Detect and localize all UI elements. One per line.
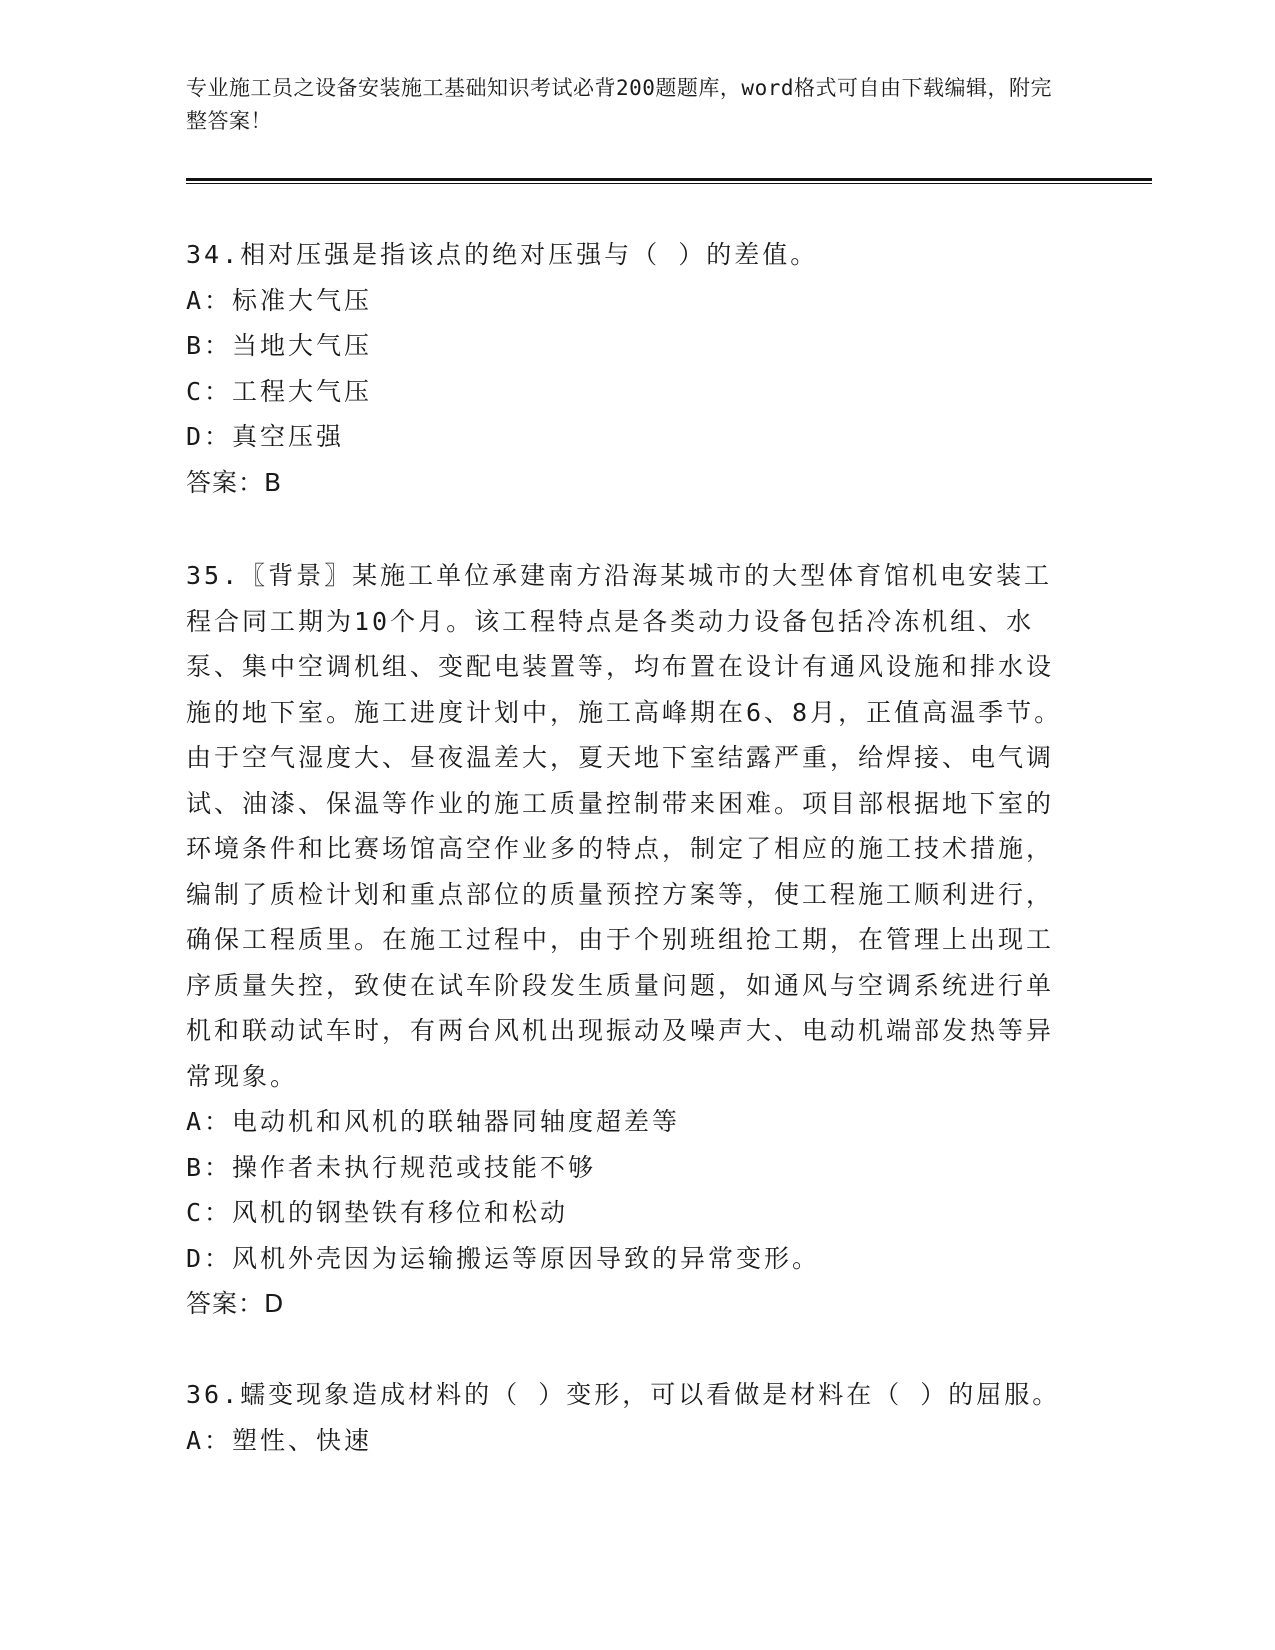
option-b: B：操作者未执行规范或技能不够	[186, 1152, 597, 1182]
question-stem: 34.相对压强是指该点的绝对压强与（ ）的差值。	[186, 240, 819, 269]
answer-key: 答案：B	[186, 467, 283, 497]
option-c: C：工程大气压	[186, 376, 373, 406]
header-divider-thin	[186, 183, 1152, 184]
header-divider-thick	[186, 178, 1152, 181]
document-header: 专业施工员之设备安装施工基础知识考试必背200题题库，word格式可自由下载编辑，附完整答案！	[186, 76, 1052, 133]
option-a: A：标准大气压	[186, 285, 373, 315]
answer-key: 答案：D	[186, 1289, 285, 1318]
option-a: A：塑性、快速	[186, 1425, 373, 1455]
option-d: D：风机外壳因为运输搬运等原因导致的异常变形。	[186, 1243, 821, 1273]
question-stem: 35.〖背景〗某施工单位承建南方沿海某城市的大型体育馆机电安装工程合同工期为10个月。该工程特点是各类动力设备包括冷冻机组、水泵、集中空调机组、变配电装置等，均布置在设计有通风设施和排水设施的地下室。施工进度计划中，施工高峰期在6、8月，正值高温季节。由于空气湿度大、昼夜温差大，夏天地下室结露严重，给焊接、电气调试、油漆、保温等作业的施工质量控制带来困难。项目部根据地下室的环境条件和比赛场馆高空作业多的特点，制定了相应的施工技术措施，编制了质检计划和重点部位的质量预控方案等，使工程施工顺利进行，确保工程质里。在施工过程中，由于个别班组抢工期，在管理上出现工序质量失控，致使在试车阶段发生质量问题，如通风与空调系统进行单机和联动试车时，有两台风机出现振动及噪声大、电动机端部发热等异常现象。	[186, 561, 1063, 1091]
question-stem: 36.蠕变现象造成材料的（ ）变形，可以看做是材料在（ ）的屈服。	[186, 1380, 1061, 1409]
question-35	[186, 553, 1076, 1327]
question-34	[186, 232, 1076, 506]
option-b: B：当地大气压	[186, 331, 373, 360]
question-36	[186, 1372, 1076, 1463]
option-d: D：真空压强	[186, 422, 345, 451]
option-c: C：风机的钢垫铁有移位和松动	[186, 1198, 569, 1227]
option-a: A：电动机和风机的联轴器同轴度超差等	[186, 1107, 681, 1136]
